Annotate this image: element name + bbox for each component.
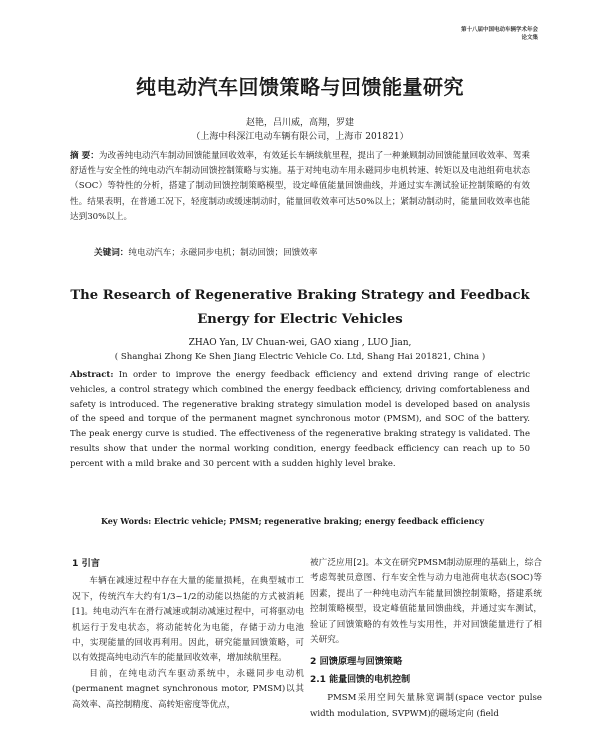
abstract-english	[70, 368, 530, 472]
body-column-left	[72, 556, 304, 713]
abstract-english-text: In order to improve the energy feedback efficiency and extend driving range of electric vehicles, a control strategy which combined the energy feedback efficiency, driving comfortableness and safety is introduced. The regenerative braking strategy simulation model is developed based on analysis of the speed and torque of the permanent magnet synchronous motor (PMSM), and SOC of the battery. The peak energy curve is studied. The effectiveness of the regenerative braking strategy is validated. The results show that under the normal working condition, energy feedback efficiency can reach up to 50 percent with a mild brake and 30 percent with a sudden highly level brake.	[70, 370, 530, 469]
keywords-english-label: Key Words:	[101, 516, 152, 526]
section1-heading: 1 引言	[72, 558, 100, 569]
section1-paragraph3: 被广泛应用[2]。本文在研究PMSM制动原理的基础上，综合考虑驾驶员意图、行车安全性与动力电池荷电状态(SOC)等因素，提出了一种纯电动汽车能量回馈控制策略，搭建系统控制策略模型，设定峰值能量回馈曲线，并通过实车测试，验证了回馈策略的有效性与实用性，并对回馈能量进行了相关研究。	[310, 558, 542, 646]
affiliation-english: ( Shanghai Zhong Ke Shen Jiang Electric Vehicle Co. Ltd, Shang Hai 201821, China )	[114, 352, 486, 362]
section2-heading: 2 回馈原理与回馈策略	[310, 656, 403, 668]
affiliation-chinese: （上海中科深江电动车辆有限公司，上海市 201821）	[191, 132, 409, 142]
section2-1-heading: 2.1 能量回馈的电机控制	[310, 674, 411, 685]
keywords-chinese	[94, 246, 530, 258]
authors-chinese: 赵艳，吕川威，高翔，罗建	[245, 118, 354, 128]
keywords-english	[101, 516, 530, 526]
title-chinese: 纯电动汽车回馈策略与回馈能量研究	[136, 75, 464, 99]
section1-paragraph1: 车辆在减速过程中存在大量的能量损耗，在典型城市工况下，传统汽车大约有1/3~1/2的动能以热能的方式被消耗[1]。纯电动汽车在滑行减速或制动减速过程中，可将驱动电机运行于发电状态，将动能转化为电能，存储于动力电池中，实现能量的回收再利用。因此，研究能量回馈策略，可以有效提高纯电动汽车的能量回收效率，增加续航里程。	[72, 576, 304, 664]
abstract-chinese	[70, 149, 530, 225]
title-english	[0, 284, 600, 332]
abstract-chinese-text: 为改善纯电动汽车制动回馈能量回收效率，有效延长车辆续航里程，提出了一种兼顾制动回馈能量回收效率、驾乘舒适性与安全性的纯电动汽车制动回馈控制策略与实施。基于对纯电动车用永磁同步电机转速、转矩以及电池组荷电状态（SOC）等特性的分析，搭建了制动回馈控制策略模型，设定峰值能量回馈曲线，并通过实车测试验证控制策略的有效性。结果表明，在普通工况下，轻度制动或缓速制动时，能量回收效率可达50%以上；紧制动制动时，能量回收效率也能达到30%以上。	[70, 151, 530, 222]
keywords-chinese-text: 纯电动汽车；永磁同步电机；制动回馈；回馈效率	[128, 248, 318, 258]
header-line2: 论文集	[521, 35, 538, 41]
keywords-english-text: Electric vehicle; PMSM; regenerative braking; energy feedback efficiency	[154, 516, 485, 526]
proceedings-header	[461, 26, 538, 42]
title-english-line2: Energy for Electric Vehicles	[197, 312, 403, 327]
section1-paragraph2: 目前，在纯电动汽车驱动系统中，永磁同步电动机(permanent magnet synchronous motor, PMSM)以其高效率、高控制精度、高转矩密度等优点，	[72, 668, 304, 710]
keywords-chinese-label: 关键词：	[94, 248, 129, 258]
title-english-line1: The Research of Regenerative Braking Strategy and Feedback	[70, 288, 530, 303]
body-column-right	[310, 556, 542, 722]
header-line1: 第十八届中国电动车辆学术年会	[460, 27, 538, 33]
abstract-chinese-label: 摘 要：	[70, 151, 99, 161]
section2-paragraph1: PMSM采用空间矢量脉宽调制(space vector pulse width modulation, SVPWM)的磁场定向 (field	[310, 693, 542, 719]
abstract-english-label: Abstract:	[70, 370, 114, 380]
authors-english: ZHAO Yan, LV Chuan-wei, GAO xiang , LUO Jian,	[188, 338, 412, 348]
